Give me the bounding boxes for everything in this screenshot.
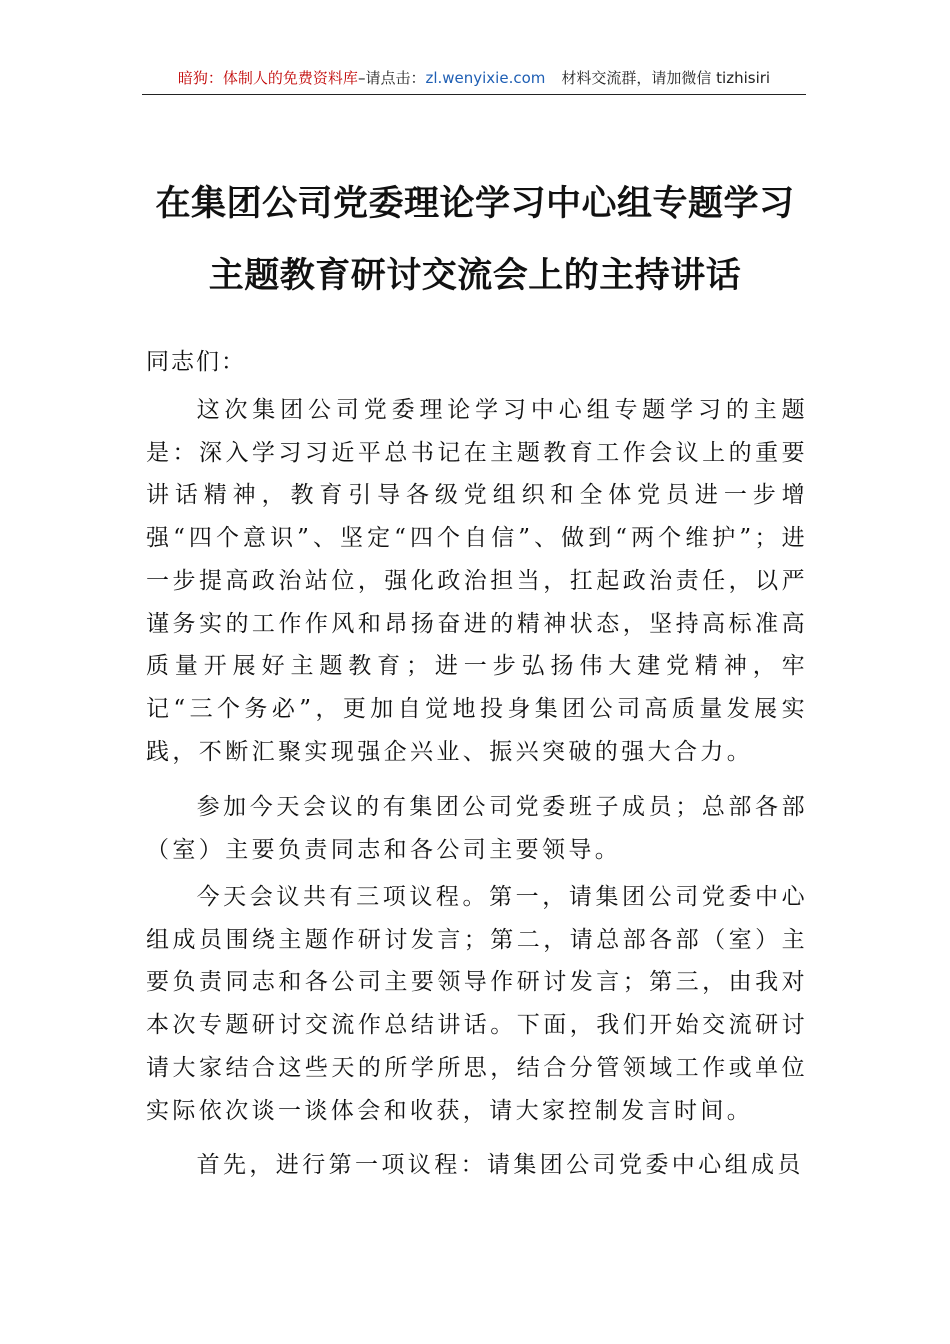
salutation: 同志们： [146,349,246,375]
header-url-link[interactable]: zl.wenyixie.com [425,69,546,87]
page-header [142,64,806,95]
paragraph-first-item: 首先，进行第一项议程：请集团公司党委中心组成员 [196,1152,804,1178]
document-title-line-1: 在集团公司党委理论学习中心组专题学习 [155,183,795,224]
document-title-line-2: 主题教育研讨交流会上的主持讲话 [208,255,742,296]
paragraph-theme: 这次集团公司党委理论学习中心组专题学习的主题是：深入学习习近平总书记在主题教育工作会议上的重要讲话精神，教育引导各级党组织和全体党员进一步增强“四个意识”、坚定“四个自信”、做到“两个维护”；进一步提高政治站位，强化政治担当，扛起政治责任，以严谨务实的工作作风和昂扬奋进的精神状态，坚持高标准高质量开展好主题教育；进一步弘扬伟大建党精神，牢记“三个务必”，更加自觉地投身集团公司高质量发展实践，不断汇聚实现强企兴业、振兴突破的强大合力。 [146,397,808,765]
paragraph-agenda: 今天会议共有三项议程。第一，请集团公司党委中心组成员围绕主题作研讨发言；第二，请总部各部（室）主要负责同志和各公司主要领导作研讨发言；第三，由我对本次专题研讨交流作总结讲话。下面，我们开始交流研讨请大家结合这些天的所学所思，结合分管领域工作或单位实际依次谈一谈体会和收获，请大家控制发言时间。 [146,884,808,1124]
header-wechat-note: 材料交流群，请加微信 tizhisiri [561,69,771,87]
header-prompt: –请点击： [357,69,426,87]
paragraph-attendees: 参加今天会议的有集团公司党委班子成员；总部各部（室）主要负责同志和各公司主要领导。 [146,794,808,863]
header-brand: 暗狗：体制人的免费资料库 [177,69,358,87]
